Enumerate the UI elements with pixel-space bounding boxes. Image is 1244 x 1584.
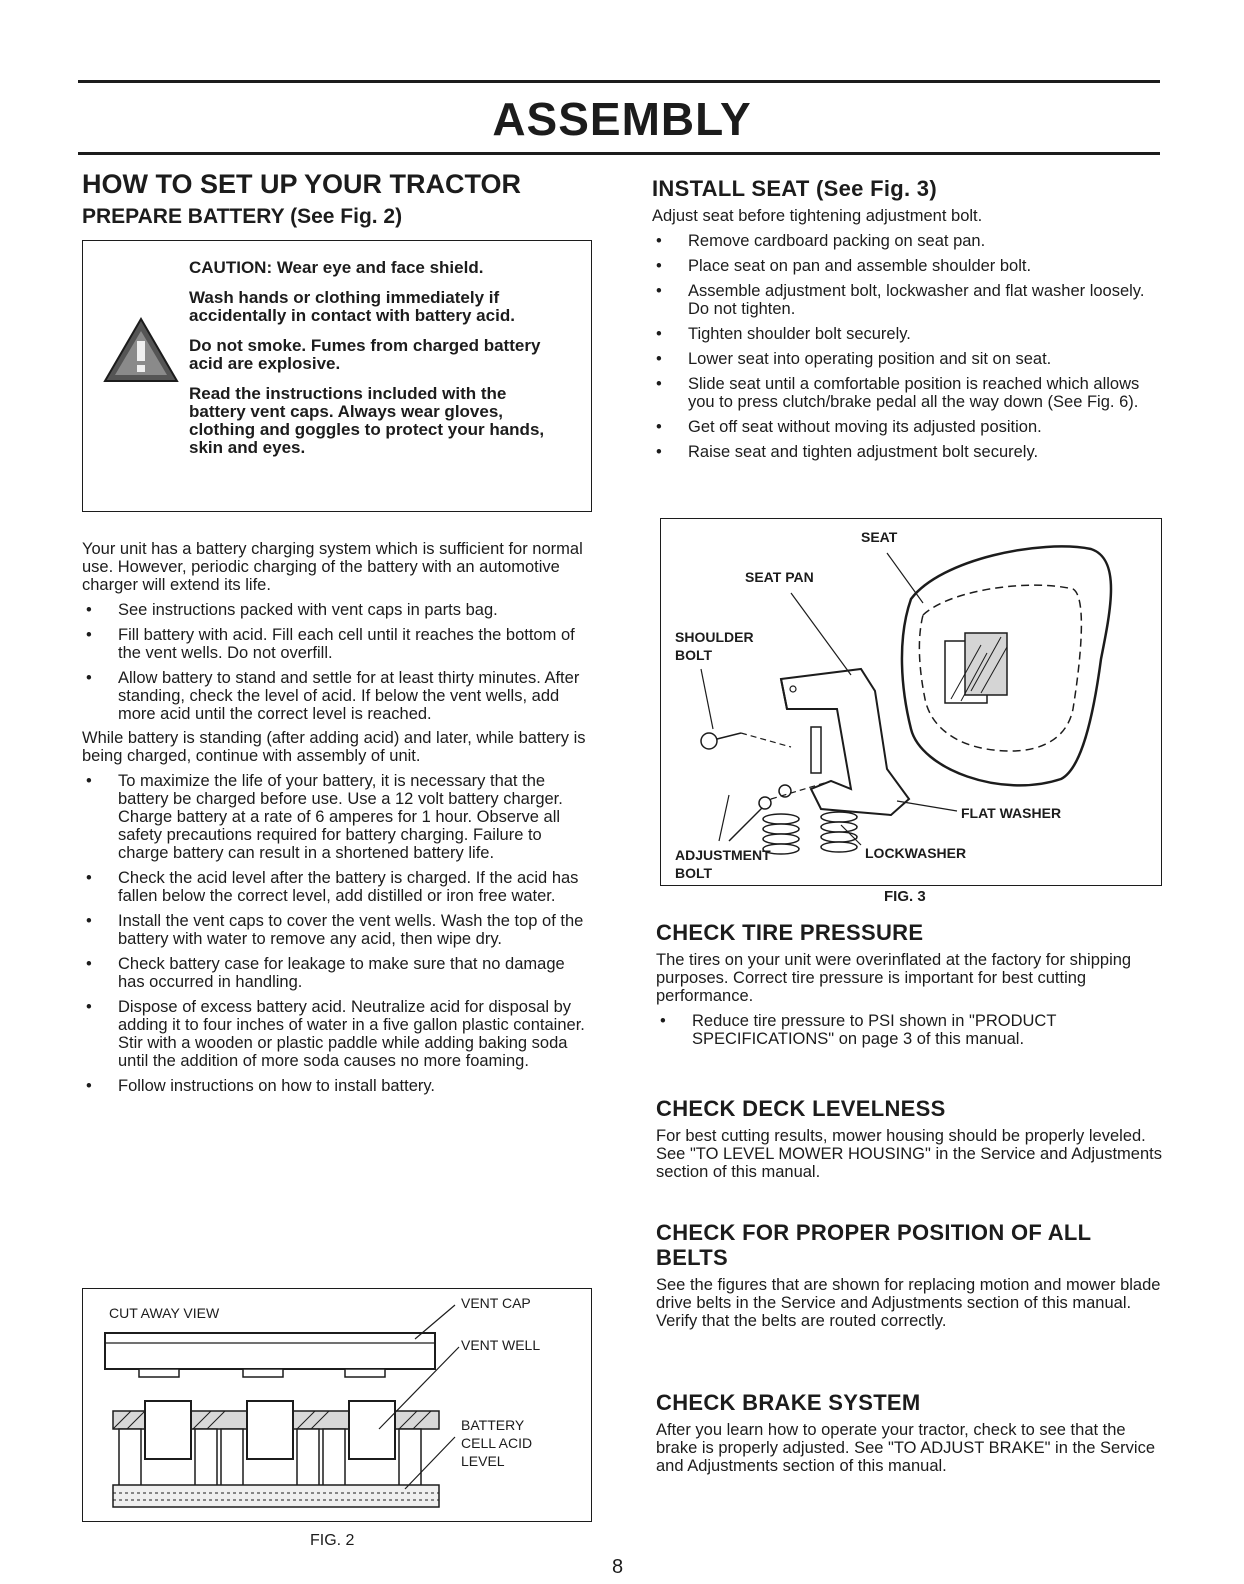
seat-intro: Adjust seat before tightening adjustment bolt. (652, 207, 983, 225)
list-item: • To maximize the life of your battery, it is necessary that the battery be charged before use. Use a 12 volt battery charger. Charge battery at a rate of 6 amperes for 1 hour. Observe all safety precautions required for battery charging. Failure to charge battery can result in a shortened battery life. (82, 772, 592, 862)
battery-intro: Your unit has a battery charging system which is sufficient for normal use. However, periodic charging of the battery with an automotive charger will extend its life. (82, 540, 583, 594)
section-title: HOW TO SET UP YOUR TRACTOR (82, 169, 522, 199)
seat-steps-list (652, 232, 1166, 461)
battery-steps-list (82, 601, 592, 723)
brake-heading: CHECK BRAKE SYSTEM (656, 1390, 921, 1415)
tire-pressure-text: The tires on your unit were overinflated at the factory for shipping purposes. Correct tire pressure is important for best cutting performance. (656, 951, 1132, 1005)
figure-3-seat (660, 518, 1162, 886)
battery-label-line-3: LEVEL (461, 1453, 505, 1469)
caution-line-1: CAUTION: Wear eye and face shield. (189, 258, 484, 277)
list-item: • Check battery case for leakage to make sure that no damage has occurred in handling. (82, 955, 592, 991)
caution-text (189, 259, 559, 469)
belts-heading: CHECK FOR PROPER POSITION OF ALL BELTS (656, 1220, 1091, 1270)
list-item: • Lower seat into operating position and sit on seat. (652, 350, 1166, 368)
list-item: • Slide seat until a comfortable position is reached which allows you to press clutch/brake pedal all the way down (See Fig. 6). (652, 375, 1166, 411)
caution-box (82, 240, 592, 512)
caution-line-4: Read the instructions included with the battery vent caps. Always wear gloves, clothing and goggles to protect your hands, skin and eyes. (189, 384, 545, 457)
right-column-seat (652, 176, 1166, 461)
left-column (82, 168, 592, 1095)
title-underline (78, 152, 1160, 155)
shoulder-bolt-label-1: SHOULDER (675, 629, 754, 645)
flat-washer-label: FLAT WASHER (961, 805, 1062, 821)
list-item: • Dispose of excess battery acid. Neutralize acid for disposal by adding it to four inches of water in a five gallon plastic container. Stir with a wooden or plastic paddle while adding baking soda until the addition of more soda causes no more foaming. (82, 998, 592, 1070)
deck-levelness-section (656, 1096, 1162, 1181)
figure-2-battery (82, 1288, 592, 1522)
tire-pressure-heading: CHECK TIRE PRESSURE (656, 920, 924, 945)
tire-pressure-section (656, 920, 1162, 1048)
battery-label-line-2: CELL ACID (461, 1435, 533, 1451)
belts-section (656, 1220, 1162, 1330)
page-number: 8 (612, 1556, 624, 1578)
battery-middle-paragraph: While battery is standing (after adding acid) and later, while battery is being charged, continue with assembly of unit. (82, 729, 586, 765)
shoulder-bolt-label-2: BOLT (675, 647, 713, 663)
figure-2-caption: FIG. 2 (310, 1532, 355, 1549)
list-item: • Reduce tire pressure to PSI shown in "PRODUCT SPECIFICATIONS" on page 3 of this manual. (656, 1012, 1162, 1048)
list-item: • Check the acid level after the battery is charged. If the acid has fallen below the correct level, add distilled or iron free water. (82, 869, 592, 905)
brake-section (656, 1390, 1162, 1475)
list-item: • Install the vent caps to cover the vent wells. Wash the top of the battery with water to remove any acid, then wipe dry. (82, 912, 592, 948)
warning-icon (103, 317, 179, 383)
list-item: • Raise seat and tighten adjustment bolt securely. (652, 443, 1166, 461)
prepare-battery-heading: PREPARE BATTERY (See Fig. 2) (82, 205, 403, 228)
caution-line-2: Wash hands or clothing immediately if accidentally in contact with battery acid. (189, 288, 515, 325)
brake-text: After you learn how to operate your tractor, check to see that the brake is properly adjusted. See "TO ADJUST BRAKE" in the Service and Adjustments section of this manual. (656, 1421, 1155, 1475)
battery-charging-list (82, 772, 592, 1095)
battery-label-line-1: BATTERY (461, 1417, 525, 1433)
vent-well-label: VENT WELL (461, 1337, 541, 1353)
top-rule (78, 80, 1160, 83)
list-item: • Tighten shoulder bolt securely. (652, 325, 1166, 343)
seat-pan-label: SEAT PAN (745, 569, 814, 585)
list-item: • Follow instructions on how to install battery. (82, 1077, 592, 1095)
adjustment-bolt-label-2: BOLT (675, 865, 713, 881)
list-item: • Assemble adjustment bolt, lockwasher and flat washer loosely. Do not tighten. (652, 282, 1166, 318)
deck-levelness-heading: CHECK DECK LEVELNESS (656, 1096, 946, 1121)
adjustment-bolt-label-1: ADJUSTMENT (675, 847, 771, 863)
list-item: • Place seat on pan and assemble shoulder bolt. (652, 257, 1166, 275)
seat-label: SEAT (861, 529, 898, 545)
figure-3-caption: FIG. 3 (884, 888, 926, 905)
tire-pressure-list (656, 1012, 1162, 1048)
cut-away-view-label: CUT AWAY VIEW (109, 1305, 220, 1321)
list-item: • Get off seat without moving its adjusted position. (652, 418, 1166, 436)
battery-cutaway-illustration (83, 1289, 591, 1521)
list-item: • Remove cardboard packing on seat pan. (652, 232, 1166, 250)
list-item: • See instructions packed with vent caps in parts bag. (82, 601, 592, 619)
caution-line-3: Do not smoke. Fumes from charged battery acid are explosive. (189, 336, 541, 373)
list-item: • Fill battery with acid. Fill each cell until it reaches the bottom of the vent wells. Do not overfill. (82, 626, 592, 662)
install-seat-heading: INSTALL SEAT (See Fig. 3) (652, 176, 937, 201)
seat-assembly-illustration (661, 519, 1161, 885)
belts-text: See the figures that are shown for replacing motion and mower blade drive belts in the Service and Adjustments section of this manual. Verify that the belts are routed correctly. (656, 1276, 1161, 1330)
lockwasher-label: LOCKWASHER (865, 845, 967, 861)
page-title: ASSEMBLY (492, 93, 752, 145)
list-item: • Allow battery to stand and settle for at least thirty minutes. After standing, check the level of acid. If below the vent wells, add more acid until the correct level is reached. (82, 669, 592, 723)
deck-levelness-text: For best cutting results, mower housing should be properly leveled. See "TO LEVEL MOWER HOUSING" in the Service and Adjustments section of this manual. (656, 1127, 1162, 1181)
vent-cap-label: VENT CAP (461, 1295, 531, 1311)
